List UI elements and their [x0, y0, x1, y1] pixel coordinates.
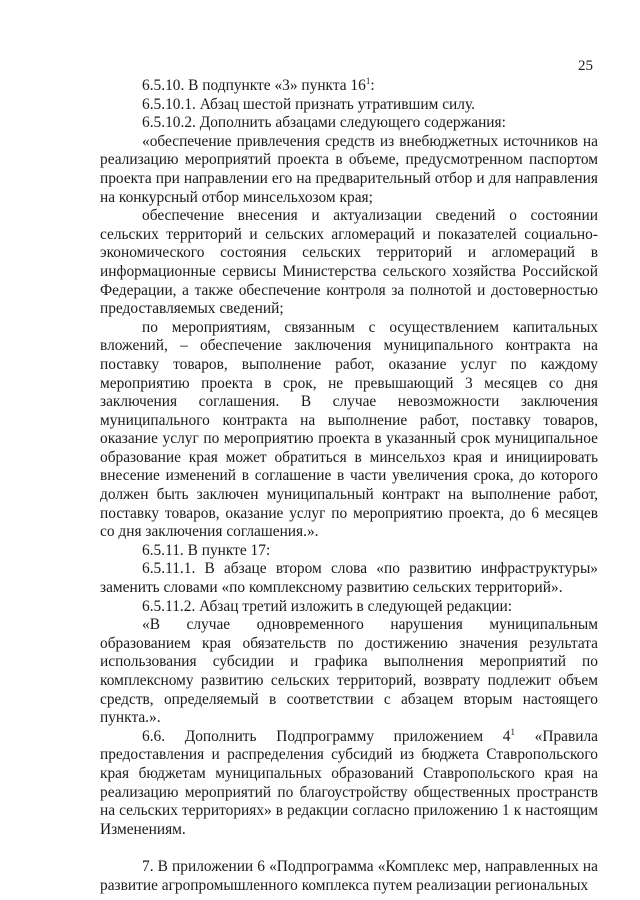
page-number: 25 — [578, 58, 593, 74]
paragraph-6-6: 6.6. Дополнить Подпрограмму приложением $4^1$ «Правила предоставления и распределения субсидий из бюджета Ставропольского края бюджетам муниципальных образований Ставропольского края на реализацию мероприятий по благоустройству общественных пространств на сельских территориях» в редакции согласно приложению 1 к настоящим Изменениям. — [100, 726, 598, 838]
paragraph-quote-violation: «В случае одновременного нарушения муниципальным образованием края обязательств по достижению значения результата использования субсидии и графика выполнения мероприятий по комплексному развитию сельских территорий, возврату подлежит объем средств, определяемый в соответствии с абзацем вторым настоящего пункта.». — [100, 616, 598, 727]
paragraph-quote-contracts: по мероприятиям, связанным с осуществлением капитальных вложений, – обеспечение заключения муниципального контракта на поставку товаров, выполнение работ, оказание услуг по каждому мероприятию проекта в срок, не превышающий 3 месяцев со дня заключения соглашения. В случае невозможности заключения муниципального контракта на выполнение работ, поставку товаров, оказание услуг по мероприятию проекта в указанный срок муниципальное образование края может обратиться в минсельхоз края и инициировать внесение изменений в соглашение в части увеличения срока, до которого должен быть заключен муниципальный контракт на выполнение работ, поставку товаров, оказание услуг по мероприятию проекта, до 6 месяцев со дня заключения соглашения.». — [100, 318, 598, 541]
superscript: 1 — [365, 76, 371, 86]
paragraph-quote-funding: «обеспечение привлечения средств из внебюджетных источников на реализацию мероприятий проекта в объеме, предусмотренном паспортом проекта при направлении его на предварительный отбор и для направления на конкурсный отбор минсельхозом края; — [100, 132, 598, 206]
paragraph-6-5-10-1: 6.5.10.1. Абзац шестой признать утратившим силу. — [142, 95, 475, 113]
document-body — [100, 77, 598, 896]
superscript: 1 — [510, 726, 515, 737]
paragraph-6-5-11-1: 6.5.11.1. В абзаце втором слова «по развитию инфраструктуры» заменить словами «по комплексному развитию сельских территорий». — [100, 560, 598, 597]
paragraph-6-5-11-2: 6.5.11.2. Абзац третий изложить в следующей редакции: — [142, 597, 513, 615]
paragraph-6-5-10: 6.5.10. В подпункте «3» пункта $16^1$: — [142, 76, 375, 94]
paragraph-6-5-10-2: 6.5.10.2. Дополнить абзацами следующего содержания: — [142, 114, 506, 132]
paragraph-quote-data: обеспечение внесения и актуализации сведений о состоянии сельских территорий и сельских агломераций и показателей социально-экономического состояния сельских территорий и агломераций в информационные сервисы Министерства сельского хозяйства Российской Федерации, а также обеспечение контроля за полнотой и достоверностью предоставляемых сведений; — [100, 207, 598, 318]
paragraph-7: 7. В приложении 6 «Подпрограмма «Комплекс мер, направленных на развитие агропромышленного комплекса путем реализации региональных — [100, 858, 598, 894]
paragraph-6-5-11: 6.5.11. В пункте 17: — [142, 541, 271, 559]
